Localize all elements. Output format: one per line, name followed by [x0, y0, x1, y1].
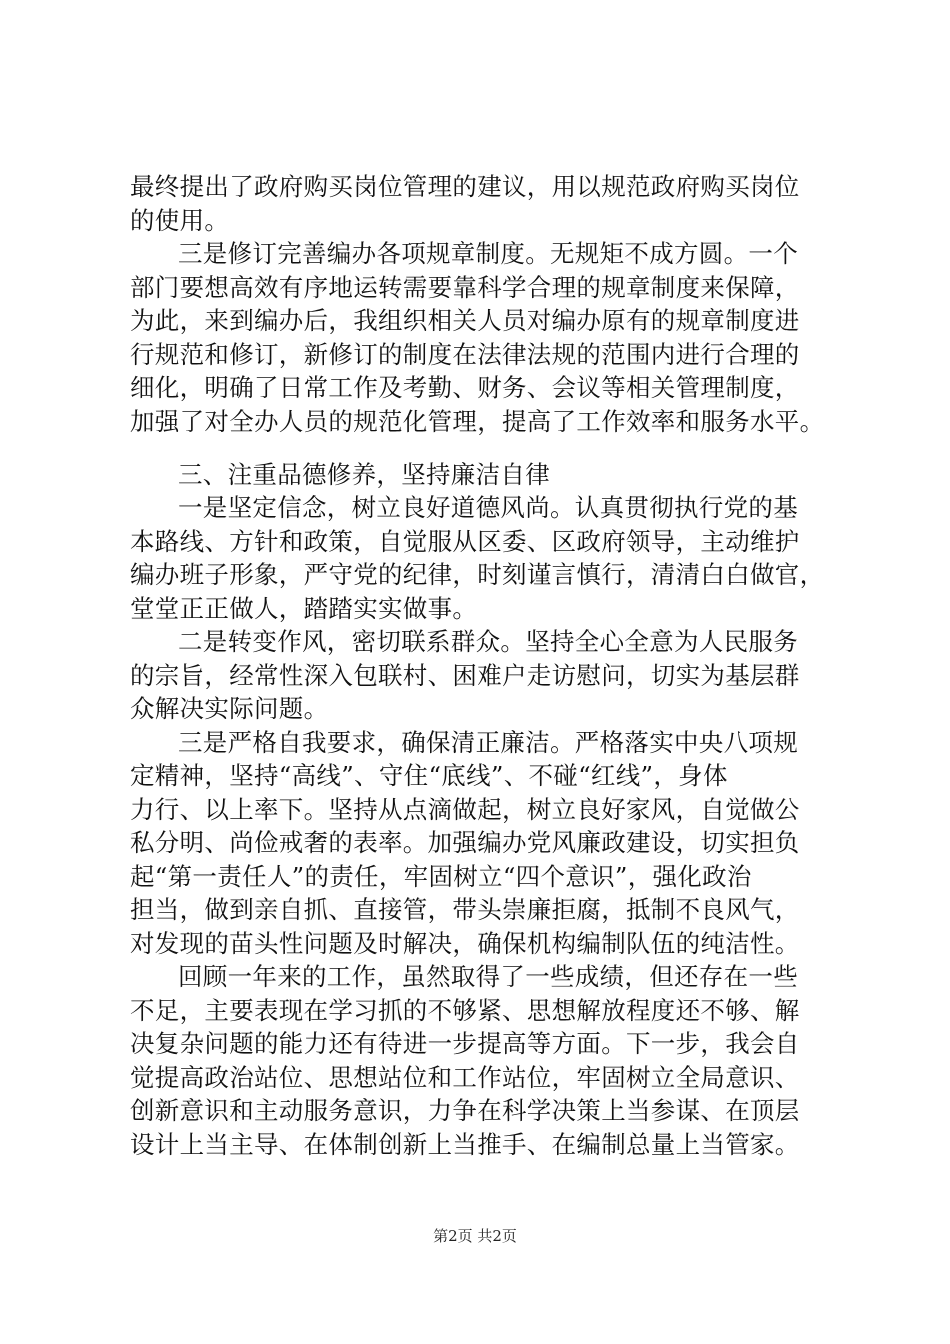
text-line: 本路线、方针和政策，自觉服从区委、区政府领导，主动维护: [130, 527, 800, 556]
text-line: 力行、以上率下。坚持从点滴做起，树立良好家风，自觉做公: [130, 795, 800, 824]
text-line: 一是坚定信念，树立良好道德风尚。认真贯彻执行党的基: [178, 493, 798, 522]
text-line: 行规范和修订，新修订的制度在法律法规的范围内进行合理的: [130, 340, 800, 369]
text-line: 细化，明确了日常工作及考勤、财务、会议等相关管理制度，: [130, 373, 800, 402]
text-line: 为此，来到编办后，我组织相关人员对编办原有的规章制度进: [130, 306, 800, 335]
text-line: 二是转变作风，密切联系群众。坚持全心全意为人民服务: [178, 627, 798, 656]
text-line: 不足，主要表现在学习抓的不够紧、思想解放程度还不够、解: [130, 996, 800, 1025]
text-line: 起“第一责任人”的责任，牢固树立“四个意识”，强化政治: [130, 862, 752, 891]
text-line: 定精神，坚持“高线”、守住“底线”、不碰“红线”，身体: [130, 761, 728, 790]
text-line: 堂堂正正做人，踏踏实实做事。: [130, 594, 478, 623]
text-line: 创新意识和主动服务意识，力争在科学决策上当参谋、在顶层: [130, 1096, 800, 1125]
page-number: 第2页 共2页: [433, 1227, 517, 1245]
text-line: 的使用。: [130, 206, 230, 235]
text-line: 众解决实际问题。: [130, 694, 329, 723]
text-line: 回顾一年来的工作，虽然取得了一些成绩，但还存在一些: [178, 962, 798, 991]
text-line: 编办班子形象，严守党的纪律，时刻谨言慎行，清清白白做官，: [130, 560, 825, 589]
text-line: 设计上当主导、在体制创新上当推手、在编制总量上当管家。: [130, 1130, 800, 1159]
text-line: 担当，做到亲自抓、直接管，带头崇廉拒腐，抵制不良风气，: [130, 895, 800, 924]
text-line: 最终提出了政府购买岗位管理的建议，用以规范政府购买岗位: [130, 172, 800, 201]
text-line: 觉提高政治站位、思想站位和工作站位，牢固树立全局意识、: [130, 1063, 800, 1092]
text-line: 三是修订完善编办各项规章制度。无规矩不成方圆。一个: [178, 239, 798, 268]
text-line: 对发现的苗头性问题及时解决，确保机构编制队伍的纯洁性。: [130, 929, 800, 958]
text-line: 的宗旨，经常性深入包联村、困难户走访慰问，切实为基层群: [130, 661, 800, 690]
text-line: 加强了对全办人员的规范化管理，提高了工作效率和服务水平。: [130, 407, 825, 436]
text-line: 部门要想高效有序地运转需要靠科学合理的规章制度来保障，: [130, 273, 800, 302]
text-line: 私分明、尚俭戒奢的表率。加强编办党风廉政建设，切实担负: [130, 828, 800, 857]
text-line: 决复杂问题的能力还有待进一步提高等方面。下一步，我会自: [130, 1029, 800, 1058]
section-heading: 三、注重品德修养，坚持廉洁自律: [178, 460, 550, 489]
text-line: 三是严格自我要求，确保清正廉洁。严格落实中央八项规: [178, 728, 798, 757]
